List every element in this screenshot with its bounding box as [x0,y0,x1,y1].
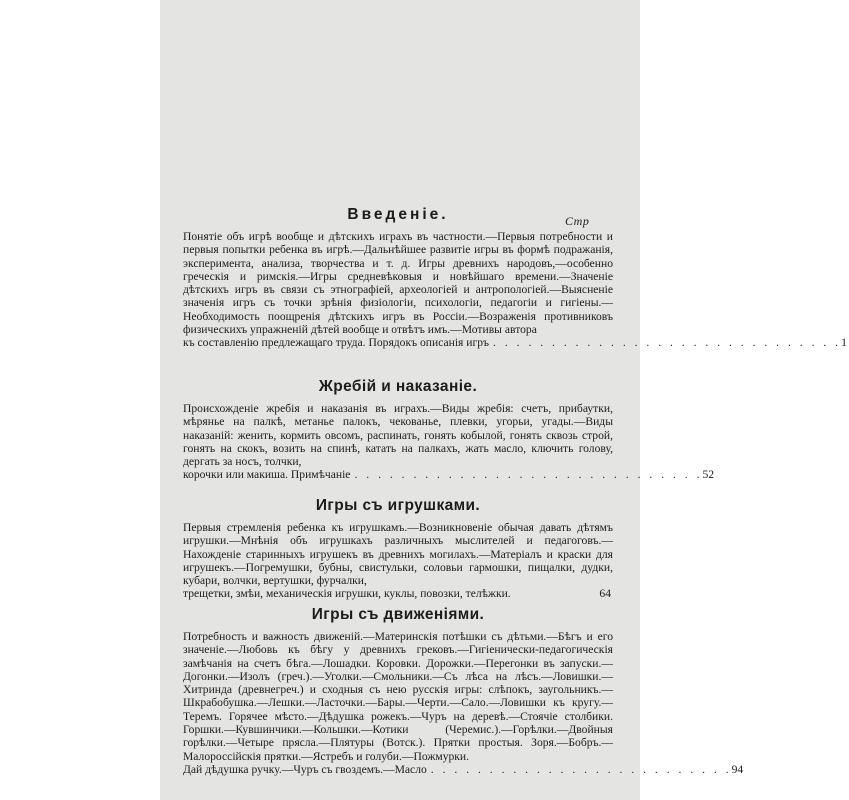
dot-leader: . . . . . . . . . . . . . . . . . . . . . . . . . . [430,762,732,776]
section-heading: Игры съ движеніями. [311,606,485,623]
section-heading: Жребій и наказаніе. [318,378,478,395]
toc-entry-line [183,587,613,600]
page-column-header: Стр [565,214,590,228]
section-summary: Потребность и важность движеній.—Материнскія потѣшки съ дѣтьми.—Бѣгъ и его значеніе.—Любовь къ бѣгу у древнихъ грековъ.—Гигіенически-педагогическія замѣчанія на счетъ бѣга.—Лошадки. Коровки. Дорожки.—Перегонки въ запуски.—Догонки.—Изолъ (греч.).—Уголки.—Смольники.—Съ лѣса на лѣсъ.—Ловишки.—Хитринда (древнегреч.) и сходныя съ нею русскія игры: слѣпокъ, заугольникъ.—Шкрабобушка.—Лешки.—Ласточки.—Бары.—Черти.—Сало.—Ловишки къ кругу.—Теремъ. Горячее мѣсто.—Дѣдушка рожекъ.—Чуръ на деревѣ.—Стоячіе столбики. Горшки.—Кувшинчики.—Кольшки.—Котики (Черемис.).—Горѣлки.—Двойныя горѣлки.—Четыре прясла.—Плятуры (Вотск.). Прятки простыя. Зоря.—Бобръ.—Малороссійскія прятки.—Ястребъ и голуби.—Пожмурки. [183,630,613,763]
entry-last-line: корочки или макиша. Примѣчаніе [183,468,351,482]
section-movement-games [183,606,744,776]
entry-last-line: къ составленію предлежащаго труда. Порядокъ описанія игръ [183,336,490,350]
page-number: 1 [841,336,847,350]
section-heading: Игры съ игрушками. [315,497,481,514]
section-heading: Введеніе. [347,206,449,223]
toc-entry-line [183,468,715,482]
section-summary: Происхожденіе жребія и наказанія въ играхъ.—Виды жребія: счетъ, прибаутки, мѣрянье на палкѣ, метанье палокъ, чекованье, плевки, угорьи, угады.—Виды наказаній: женить, кормить овсомъ, распинать, гонять кобылой, гонять сквозь строй, гонять на скокъ, возить на спинѣ, катать на палкахъ, жать масло, ключить голову, дергать за носъ, толчки, [183,402,613,469]
book-page [160,0,847,800]
dot-leader: . . . . . . . . . . . . . . . . . . . . . . . . . . . . . . [354,468,703,482]
page-number: 94 [731,762,744,776]
page-number: 64 [599,587,611,601]
section-summary: Первыя стремленія ребенка къ игрушкамъ.—Возникновеніе обычая давать дѣтямъ игрушки.—Мнѣнія объ игрушкахъ различныхъ мыслителей и педагоговъ.—Нахожденіе старинныхъ игрушекъ въ древнихъ могилахъ.—Матеріалъ и краски для игрушекъ.—Погремушки, бубны, свистульки, соловьи гармошки, пищалки, дудки, кубари, волчки, вертушки, фурчалки, [183,521,613,588]
section-toy-games [183,497,613,601]
section-introduction [183,206,847,350]
toc-entry-line [183,336,847,350]
section-summary: Понятіе объ игрѣ вообще и дѣтскихъ играхъ въ частности.—Первыя потребности и первыя попытки ребенка въ игрѣ.—Дальнѣйшее развитіе игры въ формѣ подражанія, эксперимента, анализа, творчества и т. д. Игры древнихъ народовъ,—особенно греческія и римскія.—Игры средневѣковыя и новѣйшаго времени.—Значеніе дѣтскихъ игръ въ связи съ этнографіей, археологіей и антропологіей.—Выясненіе значенія игръ съ точки зрѣнія физіологіи, психологіи, педагогіи и гигіены.—Необходимость поощренія дѣтскихъ игръ въ Россіи.—Возраженія противниковъ физическихъ упражненій дѣтей вообще и отвѣтъ имъ.—Мотивы автора [183,230,613,337]
entry-last-line: трещетки, змѣи, механическія игрушки, куклы, повозки, телѣжки. [183,587,511,601]
entry-last-line: Дай дѣдушка ручку.—Чуръ съ гвоздемъ.—Масло [183,762,427,776]
toc-entry-line [183,762,744,776]
page-number: 52 [702,468,715,482]
section-lots-and-punishment [183,378,715,482]
dot-leader: . . . . . . . . . . . . . . . . . . . . . . . . . . . . . . [493,336,842,350]
